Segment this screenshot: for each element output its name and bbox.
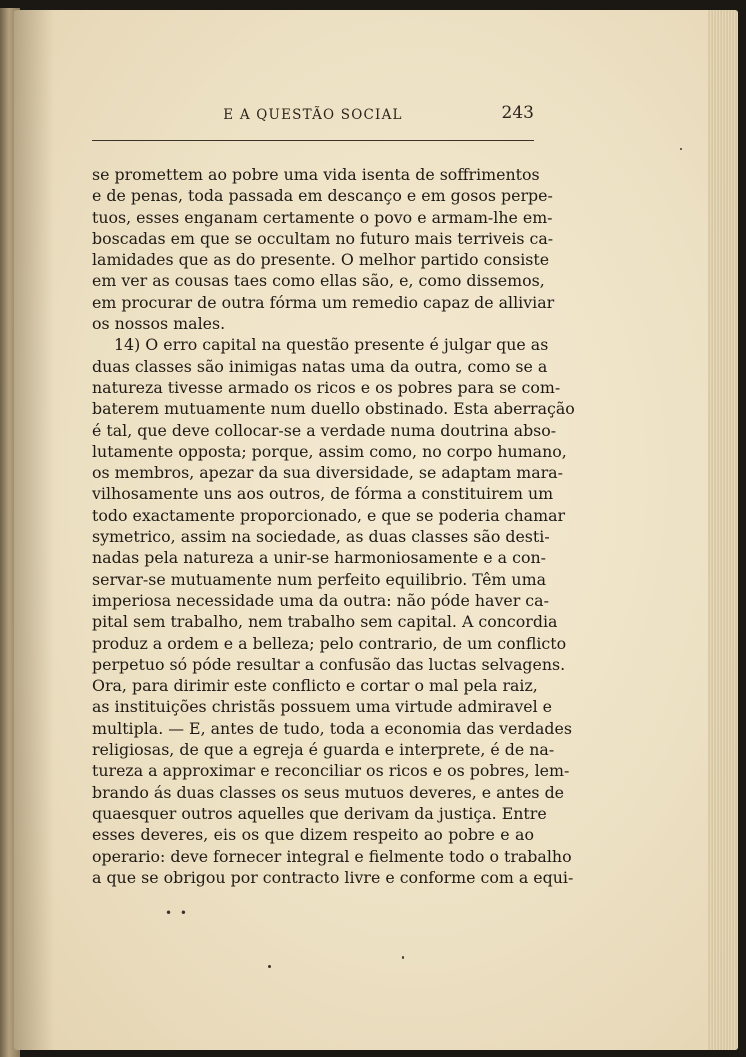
text-line: baterem mutuamente num duello obstinado. Esta aberração [92,399,575,419]
text-line: em procurar de outra fórma um remedio capaz de alliviar [92,292,555,312]
paper-speck [680,148,682,150]
text-line: é tal, que deve collocar-se a verdade numa doutrina abso- [92,420,557,440]
body-text [92,164,575,888]
text-line: natureza tivesse armado os ricos e os pobres para se com- [92,377,561,397]
text-line: lamidades que as do presente. O melhor partido consiste [92,250,550,270]
paper-speck [268,965,271,968]
text-line: imperiosa necessidade uma da outra: não póde haver ca- [92,590,549,610]
text-line: pital sem trabalho, nem trabalho sem capital. A concordia [92,612,558,632]
text-line: esses deveres, eis os que dizem respeito ao pobre e ao [92,825,534,845]
text-line: Ora, para dirimir este conflicto e cortar o mal pela raiz, [92,676,538,696]
text-line: se promettem ao pobre uma vida isenta de soffrimentos [92,165,540,184]
text-line: e de penas, toda passada em descanço e em gosos perpe- [92,186,553,206]
paragraph-start-line: 14) O erro capital na questão presente é julgar que as [114,335,549,355]
text-line: quaesquer outros aquelles que derivam da justiça. Entre [92,803,547,823]
running-header [92,103,534,127]
running-title: E A QUESTÃO SOCIAL [223,107,403,123]
text-line: brando ás duas classes os seus mutuos deveres, e antes de [92,782,565,802]
text-line: vilhosamente uns aos outros, de fórma a constituirem um [92,484,554,504]
page-fore-edge [708,10,738,1050]
paragraph-end-line: os nossos males. [92,314,226,334]
text-line: os membros, apezar da sua diversidade, se adaptam mara- [92,463,563,483]
text-line: a que se obrigou por contracto livre e conforme com a equi- [92,867,574,887]
text-line: produz a ordem e a belleza; pelo contrario, de um conflicto [92,633,567,653]
text-line: tureza a approximar e reconciliar os ricos e os pobres, lem- [92,761,570,781]
paper-speck [402,956,404,959]
text-line: lutamente opposta; porque, assim como, no corpo humano, [92,441,567,461]
text-line: servar-se mutuamente num perfeito equilibrio. Têm uma [92,569,546,589]
text-line: duas classes são inimigas natas uma da outra, como se a [92,356,548,376]
text-line: boscadas em que se occultam no futuro mais terriveis ca- [92,228,554,248]
text-line: perpetuo só póde resultar a confusão das luctas selvagens. [92,654,566,674]
page-number: 243 [501,103,534,123]
text-line: nadas pela natureza a unir-se harmoniosamente e a con- [92,548,546,568]
text-line: em ver as cousas taes como ellas são, e, como dissemos, [92,271,545,291]
text-line: operario: deve fornecer integral e fielmente todo o trabalho [92,846,572,866]
catchword-marks: • • [165,906,189,920]
text-line: todo exactamente proporcionado, e que se poderia chamar [92,505,566,525]
text-line: tuos, esses enganam certamente o povo e armam-lhe em- [92,207,553,227]
text-line: symetrico, assim na sociedade, as duas classes são desti- [92,527,550,547]
text-line: religiosas, de que a egreja é guarda e interprete, é de na- [92,740,555,760]
header-rule [92,140,534,141]
text-line: as instituições christãs possuem uma virtude admiravel e [92,697,553,717]
text-line: multipla. — E, antes de tudo, toda a economia das verdades [92,718,573,738]
